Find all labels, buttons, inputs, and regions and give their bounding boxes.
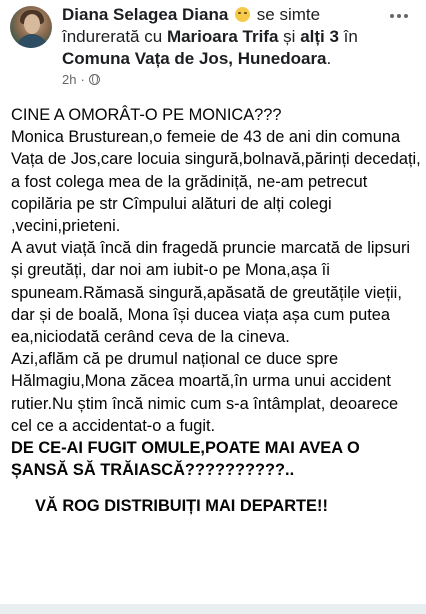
author-name[interactable]: Diana Selagea Diana	[62, 5, 229, 24]
post-paragraph-2: A avut viață încă din fragedă pruncie marcată de lipsuri și greutăți, dar noi am iubit-o pe Mona,așa îi spuneam.Rămasă singură,apăsată de greutățile vieții, dar și de boală, Mona își ducea viața așa cum putea ea,niciodată cerând ceva de la cineva.	[11, 239, 411, 347]
post-time[interactable]: 2h	[62, 72, 77, 87]
post-closing: VĂ ROG DISTRIBUIȚI MAI DEPARTE!!	[35, 497, 328, 516]
others-link[interactable]: alți 3	[300, 27, 339, 46]
feeling-text: se simte	[256, 5, 321, 24]
post-shout: DE CE-AI FUGIT OMULE,POATE MAI AVEA O ȘANSĂ SĂ TRĂIASCĂ??????????..	[11, 439, 360, 480]
tagged-person-link[interactable]: Marioara Trifa	[166, 27, 279, 46]
more-dot	[404, 14, 408, 18]
and-text: și	[283, 27, 296, 46]
post-title: CINE A OMORÂT-O PE MONICA???	[11, 106, 282, 124]
meta-separator: ·	[80, 72, 85, 87]
post-paragraph-3: Azi,aflăm că pe drumul național ce duce spre Hălmagiu,Mona zăcea moartă,în urma unui accident rutier.Nu știm încă nimic cum s-a întâmplat, deoarece cel ce a accidentat-o a fugit.	[11, 350, 399, 435]
more-dot	[397, 14, 401, 18]
post-content	[11, 104, 421, 518]
post-spacer	[11, 481, 421, 495]
globe-icon	[89, 74, 100, 85]
avatar-body	[16, 34, 48, 48]
avatar-face	[24, 14, 40, 34]
in-word: în	[343, 27, 358, 46]
location-link[interactable]: Comuna Vața de Jos, Hunedoara	[62, 49, 327, 68]
footer-strip	[0, 604, 426, 614]
post-paragraph-1: Monica Brusturean,o femeie de 43 de ani din comuna Vața de Jos,care locuia singură,bolnavă,părinți decedați, a fost colega mea de la grădiniță, ne-am petrecut copilăria pe str Cîmpului alături de alți colegi ,vecini,prieteni.	[11, 128, 421, 236]
sad-face-icon	[235, 7, 250, 22]
location-suffix: .	[326, 49, 332, 68]
with-word: cu	[144, 27, 163, 46]
author-avatar[interactable]	[10, 6, 52, 48]
post-header-text	[62, 4, 382, 70]
post-meta	[62, 72, 100, 87]
feeling-word: îndurerată	[62, 27, 140, 46]
more-options-button[interactable]	[384, 4, 414, 28]
post-header	[0, 0, 426, 94]
more-dots-icon	[390, 14, 394, 18]
